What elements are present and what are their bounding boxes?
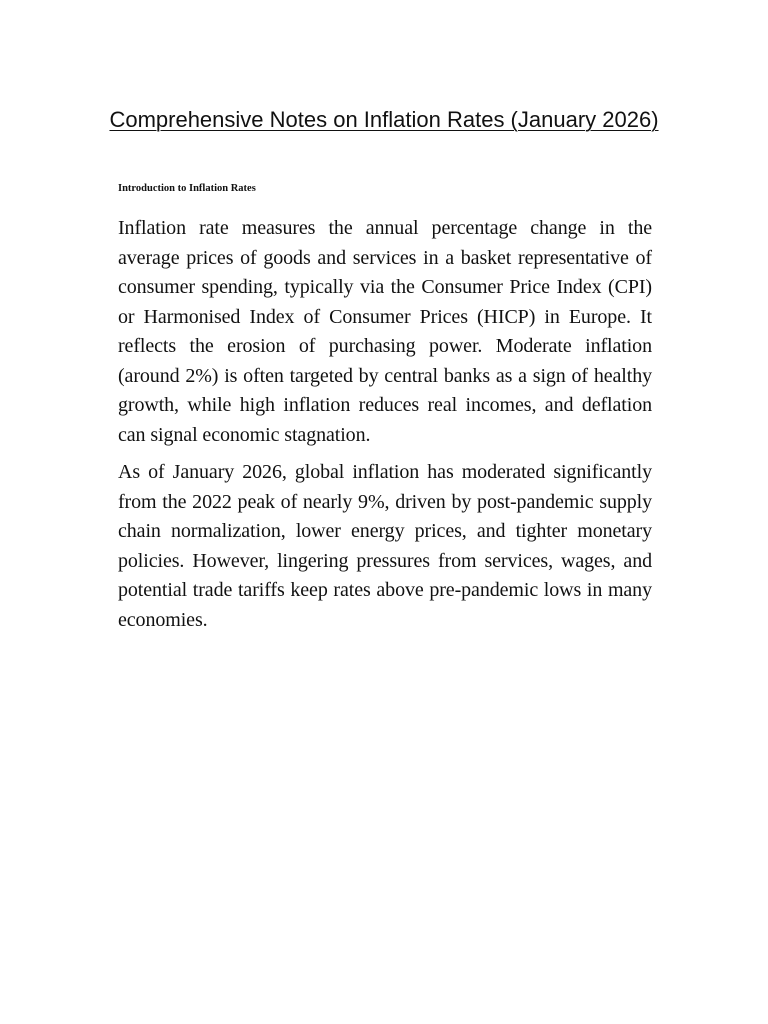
paragraph-introduction: Inflation rate measures the annual percentage change in the average prices of goods and services in a basket representative of consumer spending, typically via the Consumer Price Index (CPI) or Harmonised Index of Consumer Prices (HICP) in Europe. It reflects the erosion of purchasing power. Moderate inflation (around 2%) is often targeted by central banks as a sign of healthy growth, while high inflation reduces real incomes, and deflation can signal economic stagnation. <box>118 217 652 446</box>
section-heading: Introduction to Inflation Rates <box>118 183 256 194</box>
paragraph-current-state: As of January 2026, global inflation has moderated significantly from the 2022 peak of nearly 9%, driven by post-pandemic supply chain normalization, lower energy prices, and tighter monetary policies. However, lingering pressures from services, wages, and potential trade tariffs keep rates above pre-pandemic lows in many economies. <box>118 461 652 631</box>
document-title: Comprehensive Notes on Inflation Rates (January 2026) <box>109 107 659 132</box>
